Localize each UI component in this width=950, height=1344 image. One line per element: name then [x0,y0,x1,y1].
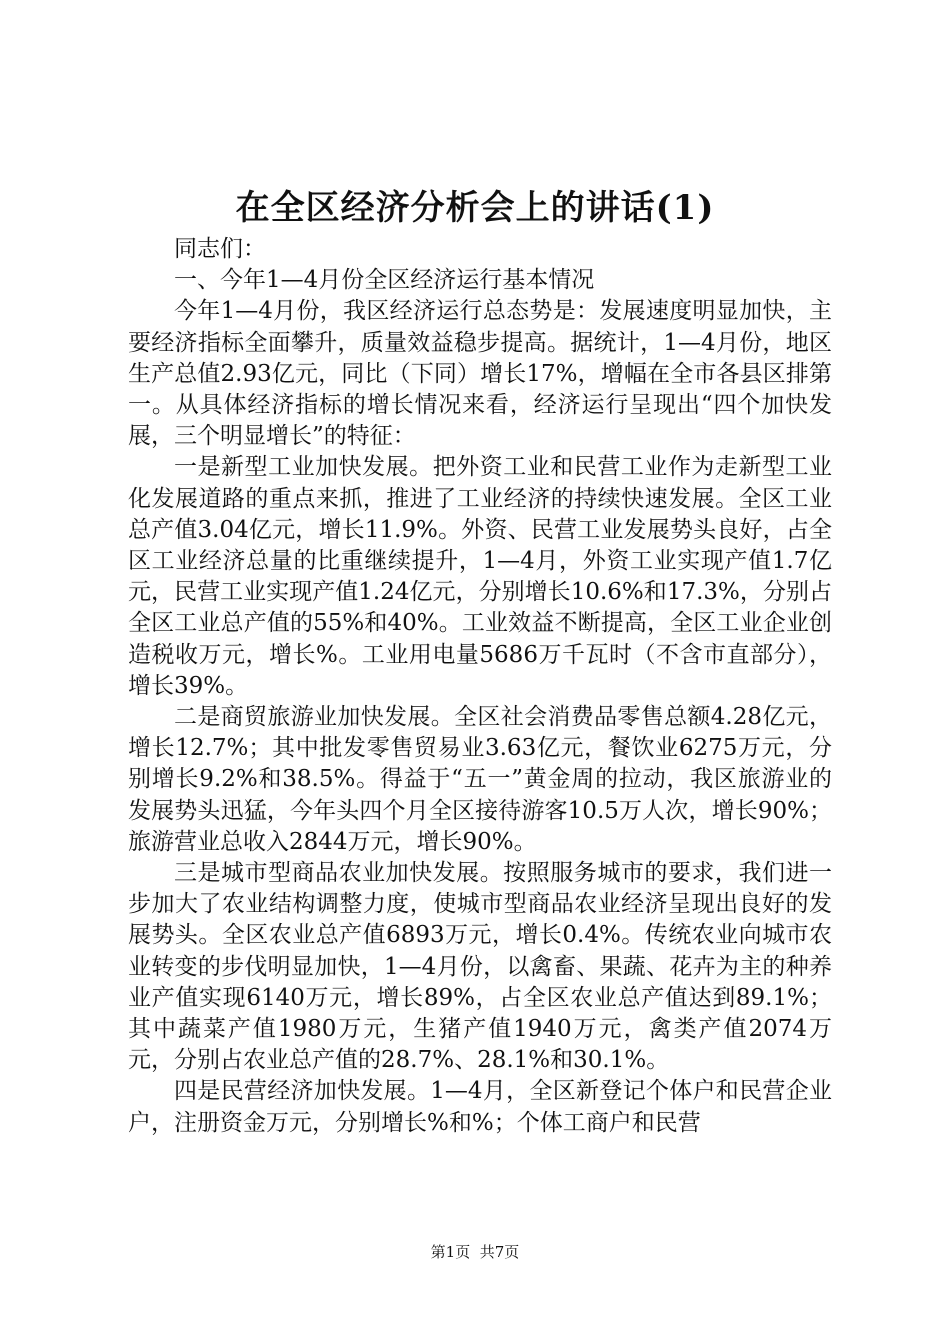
paragraph-agriculture: 三是城市型商品农业加快发展。按照服务城市的要求，我们进一步加大了农业结构调整力度，使城市型商品农业经济呈现出良好的发展势头。全区农业总产值6893万元，增长0.4%。传统农业向城市农业转变的步伐明显加快，1—4月份，以禽畜、果蔬、花卉为主的种养业产值实现6140万元，增长89%，占全区农业总产值达到89.1%；其中蔬菜产值1980万元，生猪产值1940万元，禽类产值2074万元，分别占农业总产值的28.7%、28.1%和30.1%。 [128,860,832,1074]
paragraph-overview: 今年1—4月份，我区经济运行总态势是：发展速度明显加快，主要经济指标全面攀升，质量效益稳步提高。据统计，1—4月份，地区生产总值2.93亿元，同比（下同）增长17%，增幅在全市各县区排第一。从具体经济指标的增长情况来看，经济运行呈现出“四个加快发展，三个明显增长”的特征： [128,298,832,450]
document-body [128,234,832,1139]
salutation: 同志们： [174,236,266,262]
page-total: 共7页 [479,1243,520,1261]
paragraph-commerce-tourism: 二是商贸旅游业加快发展。全区社会消费品零售总额4.28亿元，增长12.7%；其中批发零售贸易业3.63亿元，餐饮业6275万元，分别增长9.2%和38.5%。得益于“五一”黄金周的拉动，我区旅游业的发展势头迅猛，今年头四个月全区接待游客10.5万人次，增长90%；旅游营业总收入2844万元，增长90%。 [128,704,832,855]
document-title: 在全区经济分析会上的讲话(1) [235,188,715,228]
page-number: 第1页 [430,1243,471,1261]
page-footer [0,1242,950,1262]
section-heading: 一、今年1—4月份全区经济运行基本情况 [174,267,595,294]
paragraph-industry: 一是新型工业加快发展。把外资工业和民营工业作为走新型工业化发展道路的重点来抓，推进了工业经济的持续快速发展。全区工业总产值3.04亿元，增长11.9%。外资、民营工业发展势头良好，占全区工业经济总量的比重继续提升，1—4月，外资工业实现产值1.7亿元，民营工业实现产值1.24亿元，分别增长10.6%和17.3%，分别占全区工业总产值的55%和40%。工业效益不断提高，全区工业企业创造税收万元，增长%。工业用电量5686万千瓦时（不含市直部分），增长39%。 [128,454,832,699]
paragraph-private-economy: 四是民营经济加快发展。1—4月，全区新登记个体户和民营企业户，注册资金万元，分别增长%和%；个体工商户和民营 [128,1078,832,1136]
